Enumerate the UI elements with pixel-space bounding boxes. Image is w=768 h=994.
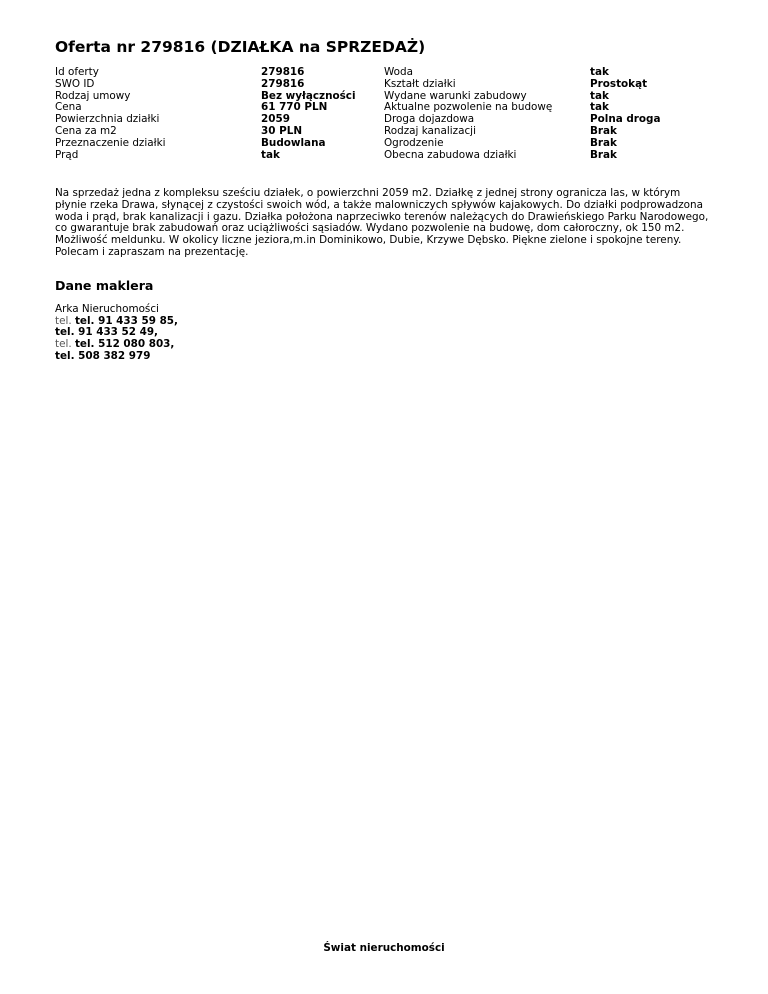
phone-number: tel. 91 433 52 49, <box>55 326 159 339</box>
specs-left-values <box>261 67 356 161</box>
broker-details <box>55 304 715 363</box>
specs-left-labels <box>55 67 166 161</box>
phone-prefix: tel. <box>55 314 75 327</box>
spec-value: Prostokąt <box>590 77 648 90</box>
spec-value: 279816 <box>261 77 305 90</box>
spec-value: Polna droga <box>590 113 661 126</box>
spec-value: Brak <box>590 124 617 137</box>
phone-number: tel. 91 433 59 85, <box>74 314 178 327</box>
spec-value: 279816 <box>261 66 305 78</box>
page-footer: Świat nieruchomości <box>323 942 445 954</box>
broker-agency: Arka Nieruchomości <box>55 302 159 315</box>
spec-value: tak <box>590 101 609 114</box>
phone-number: tel. 512 080 803, <box>74 338 175 351</box>
spec-label: Prąd <box>55 148 79 161</box>
spec-value: Bez wyłączności <box>261 89 356 102</box>
specs-right-values <box>590 67 661 161</box>
spec-label: Rodzaj kanalizacji <box>384 124 476 137</box>
specs-right-labels <box>384 67 552 161</box>
spec-label: Obecna zabudowa działki <box>384 148 517 161</box>
spec-value: 61 770 PLN <box>261 101 328 114</box>
spec-label: Cena <box>55 101 82 114</box>
spec-value: Budowlana <box>261 136 326 149</box>
spec-value: 2059 <box>261 113 290 126</box>
spec-value: tak <box>590 89 609 102</box>
spec-value: 30 PLN <box>261 124 303 137</box>
page-title: Oferta nr 279816 (DZIAŁKA na SPRZEDAŻ) <box>55 38 426 56</box>
spec-label: Droga dojazdowa <box>384 113 475 126</box>
spec-value: tak <box>590 66 609 78</box>
spec-label: Id oferty <box>55 66 99 78</box>
offer-description: Na sprzedaż jedna z kompleksu sześciu działek, o powierzchni 2059 m2. Działkę z jednej strony ogranicza las, w którym płynie rzeka Drawa, słynącej z czystości swoich wód, a także malowniczych spływów kajakowych. Do działki podprowadzona woda i prąd, brak kanalizacji i gazu. Działka położona naprzeciwko terenów należących do Drawieńskiego Parku Narodowego, co gwarantuje brak zabudowań oraz uciążliwości sąsiadów. Wydano pozwolenie na budowę, dom całoroczny, ok 150 m2. Możliwość meldunku. W okolicy liczne jeziora,m.in Dominikowo, Dubie, Krzywe Dębsko. Piękne zielone i spokojne tereny. Polecam i zapraszam na prezentację. <box>55 187 709 258</box>
phone-prefix: tel. <box>55 338 75 351</box>
specs-table <box>55 67 715 163</box>
spec-label: Powierzchnia działki <box>55 113 160 126</box>
broker-heading: Dane maklera <box>55 277 154 293</box>
spec-label: SWO ID <box>55 77 95 90</box>
broker-phone-line <box>55 339 715 351</box>
offer-page <box>55 37 715 363</box>
spec-label: Ogrodzenie <box>384 136 444 149</box>
spec-label: Przeznaczenie działki <box>55 136 166 149</box>
spec-label: Aktualne pozwolenie na budowę <box>384 101 553 114</box>
spec-label: Woda <box>384 66 413 78</box>
spec-label: Wydane warunki zabudowy <box>384 89 527 102</box>
spec-value: tak <box>261 148 280 161</box>
spec-value: Brak <box>590 136 617 149</box>
phone-number: tel. 508 382 979 <box>55 349 151 362</box>
spec-value: Brak <box>590 148 617 161</box>
spec-label: Rodzaj umowy <box>55 89 131 102</box>
broker-phone-line <box>55 351 715 363</box>
spec-label: Kształt działki <box>384 77 456 90</box>
spec-label: Cena za m2 <box>55 124 117 137</box>
